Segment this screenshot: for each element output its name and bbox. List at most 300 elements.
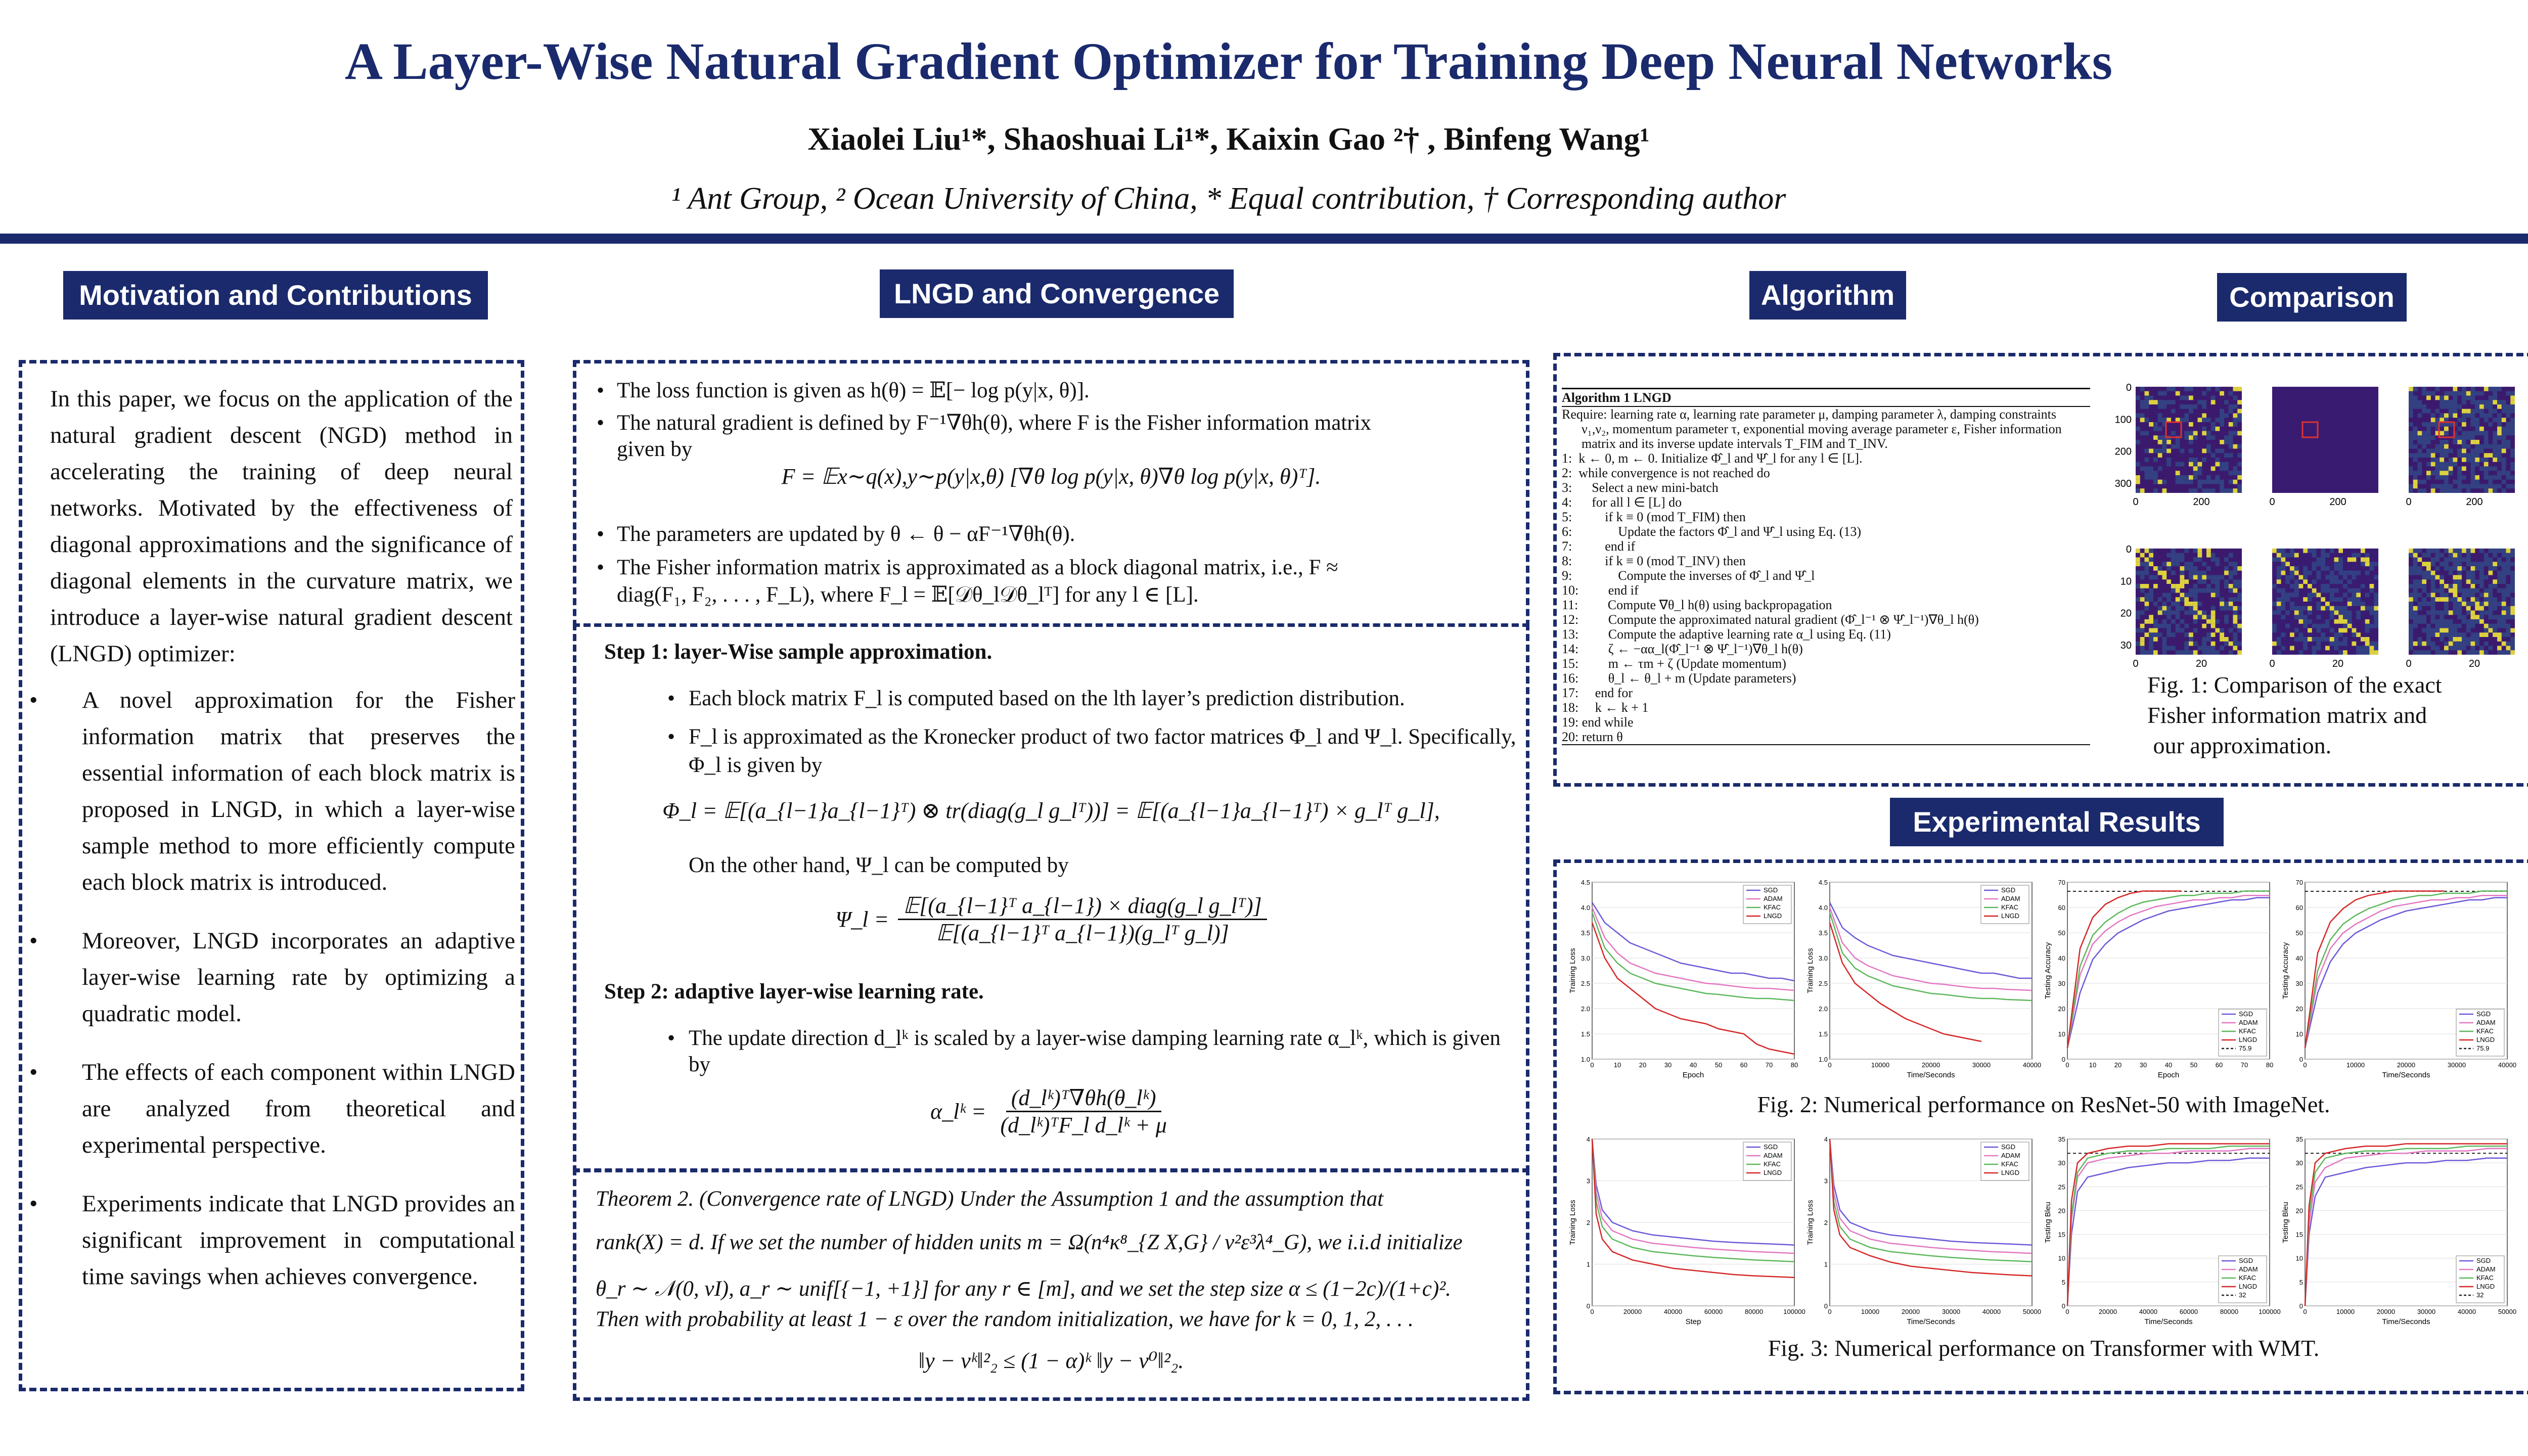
heatmap-cell [2506,584,2511,588]
heatmap-cell [2224,488,2229,493]
heatmap-cell [2145,562,2149,566]
heatmap-cell [2308,593,2312,598]
heatmap-cell [2233,422,2238,427]
heatmap-y-tick: 200 [2114,446,2132,458]
heatmap-cell [2502,571,2506,575]
heatmap-cell [2479,646,2484,651]
heatmap-cell [2140,418,2145,422]
heatmap-cell [2193,611,2198,615]
heatmap-cell [2330,575,2334,580]
heatmap-cell [2418,453,2422,458]
heatmap-cell [2220,480,2224,484]
heatmap-cell [2497,400,2502,404]
heatmap-cell [2422,553,2426,558]
algorithm-block [1562,388,2090,745]
x-tick-label: 10000 [2336,1308,2355,1315]
heatmap-cell [2145,597,2149,602]
heatmap-cell [2431,462,2435,467]
heatmap-cell [2374,615,2378,619]
heatmap-cell [2471,588,2475,593]
heatmap-cell [2457,611,2462,615]
heatmap-cell [2348,611,2352,615]
heatmap-cell [2233,571,2238,575]
x-tick-label: 10000 [1861,1308,1880,1315]
heatmap-cell [2457,575,2462,580]
x-tick-label: 60 [2215,1061,2223,1069]
heatmap-cell [2418,606,2422,611]
heatmap-cell [2413,642,2418,646]
heatmap-cell [2413,650,2418,655]
heatmap-cell [2462,422,2466,427]
heatmap-cell [2409,422,2413,427]
heatmap-cell [2435,396,2440,400]
heatmap-cell [2237,400,2242,404]
heatmap-cell [2510,462,2515,467]
heatmap-cell [2352,602,2357,606]
heatmap-cell [2272,558,2277,562]
heatmap-cell [2457,646,2462,651]
poster-title: A Layer-Wise Natural Gradient Optimizer for Training Deep Neural Networks [344,32,2113,90]
heatmap-cell [2426,396,2431,400]
heatmap-cell [2370,611,2374,615]
line-chart [1806,879,2041,1079]
algorithm-title: Algorithm 1 LNGD [1562,389,2090,407]
heatmap-cell [2166,597,2171,602]
heatmap-panel [2120,544,2242,669]
heatmap-cell [2475,422,2479,427]
heatmap-cell [2426,409,2431,414]
heatmap-cell [2444,475,2449,480]
heatmap-cell [2361,602,2365,606]
heatmap-cell [2290,553,2294,558]
heatmap-cell [2158,611,2162,615]
heatmap-cell [2493,602,2497,606]
heatmap-cell [2409,566,2413,571]
heatmap-cell [2440,396,2444,400]
heatmap-cell [2281,615,2286,619]
heatmap-cell [2466,414,2471,418]
heatmap-cell [2422,579,2426,584]
heatmap-cell [2136,462,2140,467]
heatmap-cell [2484,575,2489,580]
heatmap-cell [2166,611,2171,615]
heatmap-cell [2431,558,2435,562]
heatmap-cell [2233,642,2238,646]
heatmap-cell [2502,488,2506,493]
heatmap-cell [2145,571,2149,575]
x-tick-label: 50000 [2498,1308,2517,1315]
heatmap-cell [2233,611,2238,615]
heatmap-cell [2162,611,2167,615]
heatmap-cell [2229,422,2233,427]
heatmap-cell [2426,593,2431,598]
heatmap-cell [2206,566,2211,571]
heatmap-cell [2220,575,2224,580]
heatmap-cell [2409,642,2413,646]
heatmap-cell [2224,462,2229,467]
heatmap-cell [2435,444,2440,449]
heatmap-cell [2506,628,2511,633]
heatmap-cell [2237,606,2242,611]
heatmap-cell [2158,440,2162,444]
heatmap-cell [2422,642,2426,646]
heatmap-cell [2489,571,2493,575]
heatmap-cell [2237,566,2242,571]
heatmap-cell [2489,602,2493,606]
heatmap-cell [2466,606,2471,611]
heatmap-cell [2506,562,2511,566]
heatmap-cell [2272,584,2277,588]
legend-label: 75.9 [2239,1044,2252,1052]
heatmap-cell [2220,606,2224,611]
heatmap-cell [2361,637,2365,642]
heatmap-cell [2497,562,2502,566]
heatmap-cell [2453,387,2458,391]
heatmap-cell [2435,409,2440,414]
algorithm-line: 5: if k ≡ 0 (mod T_FIM) then [1562,510,1746,524]
heatmap-cell [2171,619,2176,624]
heatmap-cell [2457,467,2462,471]
heatmap-cell [2237,624,2242,628]
heatmap-cell [2162,619,2167,624]
heatmap-cell [2466,435,2471,440]
heatmap-cell [2497,602,2502,606]
y-tick-label: 1.0 [1818,1056,1828,1063]
heatmap-cell [2435,467,2440,471]
alpha-fraction [996,1085,1172,1138]
heatmap-cell [2506,475,2511,480]
heatmap-cell [2506,571,2511,575]
y-tick-label: 5 [2299,1278,2303,1286]
heatmap-cell [2277,611,2281,615]
heatmap-cell [2484,440,2489,444]
heatmap-cell [2158,418,2162,422]
heatmap-cell [2418,488,2422,493]
heatmap-cell [2216,593,2220,598]
heatmap-cell [2502,597,2506,602]
heatmap-cell [2229,431,2233,436]
heatmap-cell [2489,484,2493,489]
heatmap-cell [2216,584,2220,588]
heatmap-cell [2502,624,2506,628]
heatmap-cell [2471,440,2475,444]
heatmap-cell [2479,409,2484,414]
heatmap-cell [2479,427,2484,431]
y-axis-label: Training Loss [1806,948,1815,993]
heatmap-cell [2466,562,2471,566]
heatmap-cell [2510,418,2515,422]
heatmap-cell [2290,602,2294,606]
heatmap-cell [2444,404,2449,409]
heatmap-cell [2140,488,2145,493]
heatmap-cell [2365,562,2370,566]
heatmap-cell [2462,387,2466,391]
heatmap-cell [2449,646,2453,651]
heatmap-cell [2158,400,2162,404]
heatmap-cell [2493,579,2497,584]
heatmap-cell [2435,549,2440,553]
x-tick-label: 80000 [1744,1308,1764,1315]
y-tick-label: 3.5 [1581,929,1590,937]
heatmap-cell [2136,440,2140,444]
fig3-caption: Fig. 3: Numerical performance on Transformer with WMT. [1768,1335,2320,1361]
heatmap-cell [2180,449,2185,453]
heatmap-cell [2435,462,2440,467]
heatmap-cell [2299,584,2304,588]
heatmap-cell [2334,642,2339,646]
heatmap-cell [2176,597,2180,602]
heatmap-cell [2422,619,2426,624]
heatmap-x-tick: 200 [2329,496,2346,508]
heatmap-cell [2506,593,2511,598]
legend-label: SGD [2476,1010,2491,1018]
y-tick-label: 20 [2295,1005,2303,1013]
heatmap-cell [2497,619,2502,624]
y-tick-label: 30 [2295,1159,2303,1167]
heatmap-cell [2374,619,2378,624]
heatmap-cell [2444,611,2449,615]
heatmap-cell [2303,624,2308,628]
heatmap-cell [2484,471,2489,475]
heatmap-cell [2171,387,2176,391]
heatmap-cell [2338,571,2343,575]
heatmap-cell [2435,575,2440,580]
heatmap-cell [2237,462,2242,467]
heatmap-cell [2237,597,2242,602]
heatmap-cell [2171,444,2176,449]
heatmap-cell [2462,593,2466,598]
x-tick-label: 40000 [1663,1308,1683,1315]
y-tick-label: 4 [1586,1135,1590,1143]
fig1-caption [2147,670,2521,761]
heatmap-cell [2475,453,2479,458]
heatmap-cell [2233,584,2238,588]
heatmap-cell [2140,467,2145,471]
heatmap-cell [2409,467,2413,471]
heatmap-cell [2502,404,2506,409]
heatmap-cell [2281,632,2286,637]
loss-definition: The loss function is given as h(θ) = 𝔼[− log p(y|x, θ)]. [617,379,1090,402]
motivation-box [19,360,524,1391]
heatmap-cell [2510,431,2515,436]
heatmap-cell [2299,615,2304,619]
heatmap-cell [2216,619,2220,624]
heatmap-cell [2484,562,2489,566]
heatmap-cell [2149,650,2153,655]
heatmap-cell [2497,427,2502,431]
heatmap-cell [2334,632,2339,637]
heatmap-cell [2497,650,2502,655]
heatmap-cell [2457,480,2462,484]
heatmap-cell [2211,400,2216,404]
contribution-text: Moreover, LNGD incorporates an adaptive layer-wise learning rate by optimizing a quadratic model. [82,928,515,1027]
heatmap-cell [2453,597,2458,602]
heatmap-cell [2312,650,2317,655]
heatmap-panel [2406,387,2515,508]
heatmap-cell [2162,480,2167,484]
heatmap-cell [2462,588,2466,593]
heatmap-cell [2176,462,2180,467]
affiliations: ¹ Ant Group, ² Ocean University of China, * Equal contribution, † Corresponding author [671,181,1786,216]
y-tick-label: 2.5 [1581,980,1590,987]
heatmap-cell [2184,396,2189,400]
heatmap-cell [2158,624,2162,628]
heatmap-cell [2202,588,2206,593]
y-tick-label: 0 [1824,1302,1828,1310]
heatmap-cell [2489,562,2493,566]
heatmap-cell [2413,475,2418,480]
heatmap-cell [2189,575,2193,580]
heatmap-cell [2153,624,2158,628]
heatmap-cell [2479,404,2484,409]
heatmap-cell [2497,414,2502,418]
heatmap-cell [2489,422,2493,427]
heatmap-cell [2211,593,2216,598]
heatmap-cell [2216,562,2220,566]
heatmap-cell [2343,650,2348,655]
heatmap-cell [2162,571,2167,575]
heatmap-cell [2506,632,2511,637]
heatmap-cell [2457,562,2462,566]
heatmap-cell [2440,484,2444,489]
y-tick-label: 5 [2061,1278,2065,1286]
heatmap-cell [2145,391,2149,396]
heatmap-cell [2153,619,2158,624]
heatmap-cell [2489,467,2493,471]
heatmap-cell [2321,549,2325,553]
heatmap-cell [2312,562,2317,566]
heatmap-cell [2409,400,2413,404]
heatmap-cell [2510,391,2515,396]
heatmap-cell [2308,584,2312,588]
heatmap-cell [2317,615,2321,619]
x-tick-label: 50 [2190,1061,2198,1069]
heatmap-cell [2317,628,2321,633]
y-tick-label: 0 [2299,1056,2303,1063]
legend-label: LNGD [2239,1283,2258,1290]
heatmap-cell [2343,575,2348,580]
heatmap-background [2272,387,2378,493]
heatmap-cell [2453,628,2458,633]
heatmap-cell [2211,553,2216,558]
line-chart [2281,879,2516,1079]
y-tick-label: 60 [2058,904,2065,912]
heatmap-cell [2444,440,2449,444]
heatmap-cell [2184,624,2189,628]
heatmap-cell [2449,462,2453,467]
x-tick-label: 40000 [2457,1308,2476,1315]
heatmap-cell [2413,435,2418,440]
heatmap-cell [2493,549,2497,553]
x-tick-label: 0 [2065,1061,2069,1069]
heatmap-cell [2206,480,2211,484]
heatmap-cell [2462,396,2466,400]
heatmap-cell [2189,431,2193,436]
heatmap-cell [2294,593,2299,598]
heatmap-cell [2184,431,2189,436]
heatmap-cell [2413,615,2418,619]
heatmap-cell [2140,404,2145,409]
heatmap-cell [2475,427,2479,431]
heatmap-cell [2184,597,2189,602]
heatmap-cell [2158,571,2162,575]
fig2-svg [1567,877,2527,1089]
heatmap-cell [2321,553,2325,558]
heatmap-cell [2145,549,2149,553]
heatmap-cell [2220,414,2224,418]
heatmap-cell [2149,619,2153,624]
heatmap-cell [2435,449,2440,453]
heatmap-cell [2211,611,2216,615]
heatmap-cell [2497,431,2502,436]
x-tick-label: 60000 [2179,1308,2198,1315]
heatmap-cell [2471,453,2475,458]
heatmap-cell [2471,435,2475,440]
heatmap-cell [2216,650,2220,655]
heatmap-cell [2471,637,2475,642]
y-tick-label: 4.5 [1818,879,1828,886]
heatmap-cell [2449,488,2453,493]
heatmap-cell [2202,488,2206,493]
heatmap-cell [2466,553,2471,558]
heatmap-cell [2435,475,2440,480]
heatmap-cell [2325,602,2330,606]
heatmap-cell [2229,480,2233,484]
heatmap-cell [2475,637,2479,642]
heatmap-cell [2489,624,2493,628]
heatmap-cell [2281,553,2286,558]
heatmap-cell [2193,462,2198,467]
x-tick-label: 50000 [2022,1308,2042,1315]
heatmap-cell [2510,642,2515,646]
heatmap-cell [2330,642,2334,646]
heatmap-cell [2237,488,2242,493]
heatmap-cell [2162,606,2167,611]
heatmap-cell [2149,475,2153,480]
heatmap-cell [2312,588,2317,593]
step2-heading: Step 2: adaptive layer-wise learning rate. [604,980,984,1004]
heatmap-cell [2471,579,2475,584]
heatmap-cell [2449,467,2453,471]
heatmap-cell [2449,611,2453,615]
heatmap-cell [2162,404,2167,409]
heatmap-cell [2484,387,2489,391]
legend-label: SGD [2239,1257,2253,1264]
heatmap-cell [2224,558,2229,562]
heatmap-cell [2431,593,2435,598]
heatmap-cell [2426,440,2431,444]
heatmap-cell [2184,562,2189,566]
y-tick-label: 2.5 [1818,980,1828,987]
heatmap-cell [2466,558,2471,562]
heatmap-cell [2149,646,2153,651]
heatmap-cell [2321,562,2325,566]
y-tick-label: 1 [1586,1260,1590,1268]
heatmap-cell [2224,571,2229,575]
heatmap-cell [2453,646,2458,651]
heatmap-cell [2462,458,2466,462]
heatmap-cell [2484,400,2489,404]
heatmap-cell [2166,628,2171,633]
heatmap-cell [2189,488,2193,493]
heatmap-cell [2431,391,2435,396]
heatmap-cell [2184,418,2189,422]
heatmap-cell [2484,453,2489,458]
heatmap-cell [2338,611,2343,615]
heatmap-cell [2180,480,2185,484]
heatmap-cell [2176,615,2180,619]
heatmap-cell [2431,619,2435,624]
